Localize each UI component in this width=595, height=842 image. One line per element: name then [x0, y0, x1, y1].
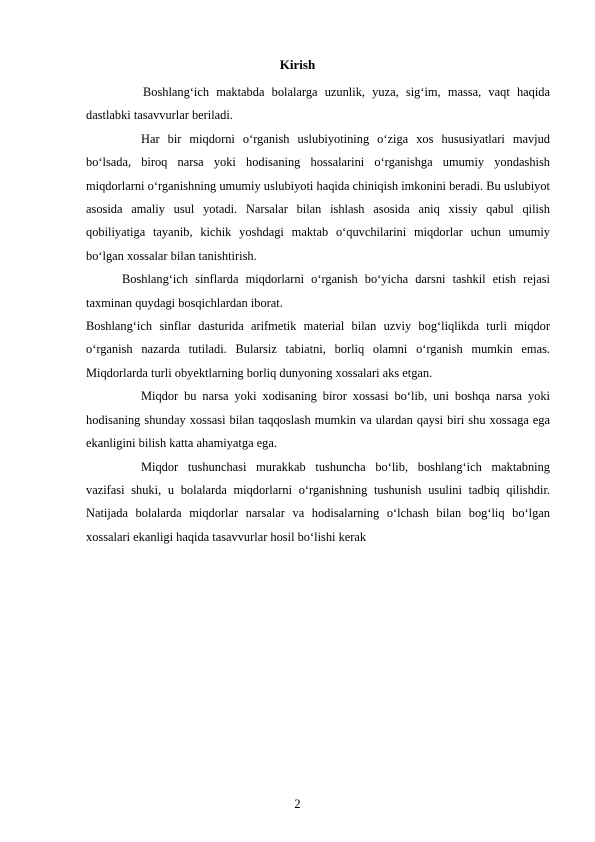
paragraph-definition: Miqdor bu narsa yoki xodisaning biror xossasi bo‘lib, uni boshqa narsa yoki hodisaning shunday xossasi bilan taqqoslash mumkin va ulardan qaysi biri shu xossaga ega ekanligini bilish katta ahamiyatga ega. — [86, 389, 550, 451]
paragraph-intro: Boshlang‘ich maktabda bolalarga uzunlik, yuza, sig‘im, massa, vaqt haqida dastlabki tasavvurlar beriladi. — [86, 85, 550, 123]
document-body — [86, 81, 550, 549]
paragraph-conclusion: Miqdor tushunchasi murakkab tushuncha bo‘lib, boshlang‘ich maktabning vazifasi shuki, u bolalarda miqdorlarni o‘rganishning tushunish usulini tadbiq qilishdir. Natijada bolalarda miqdorlar narsalar va hodisalarning o‘lchash bilan bog‘liq bo‘lgan xossalari ekanligi haqida tasavvurlar hosil bo‘lishi kerak — [86, 459, 550, 544]
paragraph-lesson-plan: Boshlang‘ich sinflarda miqdorlarni o‘rganish bo‘yicha darsni tashkil etish rejasi taxminan quydagi bosqichlardan iborat. — [86, 272, 550, 310]
document-title: Kirish — [279, 57, 316, 72]
page-number: 2 — [294, 797, 301, 811]
paragraph-methodology: Har bir miqdorni o‘rganish uslubiyotining o‘ziga xos hususiyatlari mavjud bo‘lsada, biroq narsa yoki hodisaning hossalarini o‘rganishga umumiy yondashish miqdorlarni o‘rganishning umumiy uslubiyoti haqida chiniqish imkonini beradi. Bu uslubiyot asosida amaliy usul yotadi. Narsalar bilan ishlash asosida aniq xissiy qabul qilish qobiliyatiga tayanib, kichik yoshdagi maktab o‘quvchilarini miqdorlar uchun umumiy bo‘lgan xossalar bilan tanishtirish. — [86, 131, 550, 263]
paragraph-curriculum: Boshlang‘ich sinflar dasturida arifmetik material bilan uzviy bog‘liqlikda turli miqdor o‘rganish nazarda tutiladi. Bularsiz tabiatni, borliq olamni o‘rganish mumkin emas. Miqdorlarda turli obyektlarning borliq dunyoning xossalari aks etgan. — [86, 319, 550, 380]
